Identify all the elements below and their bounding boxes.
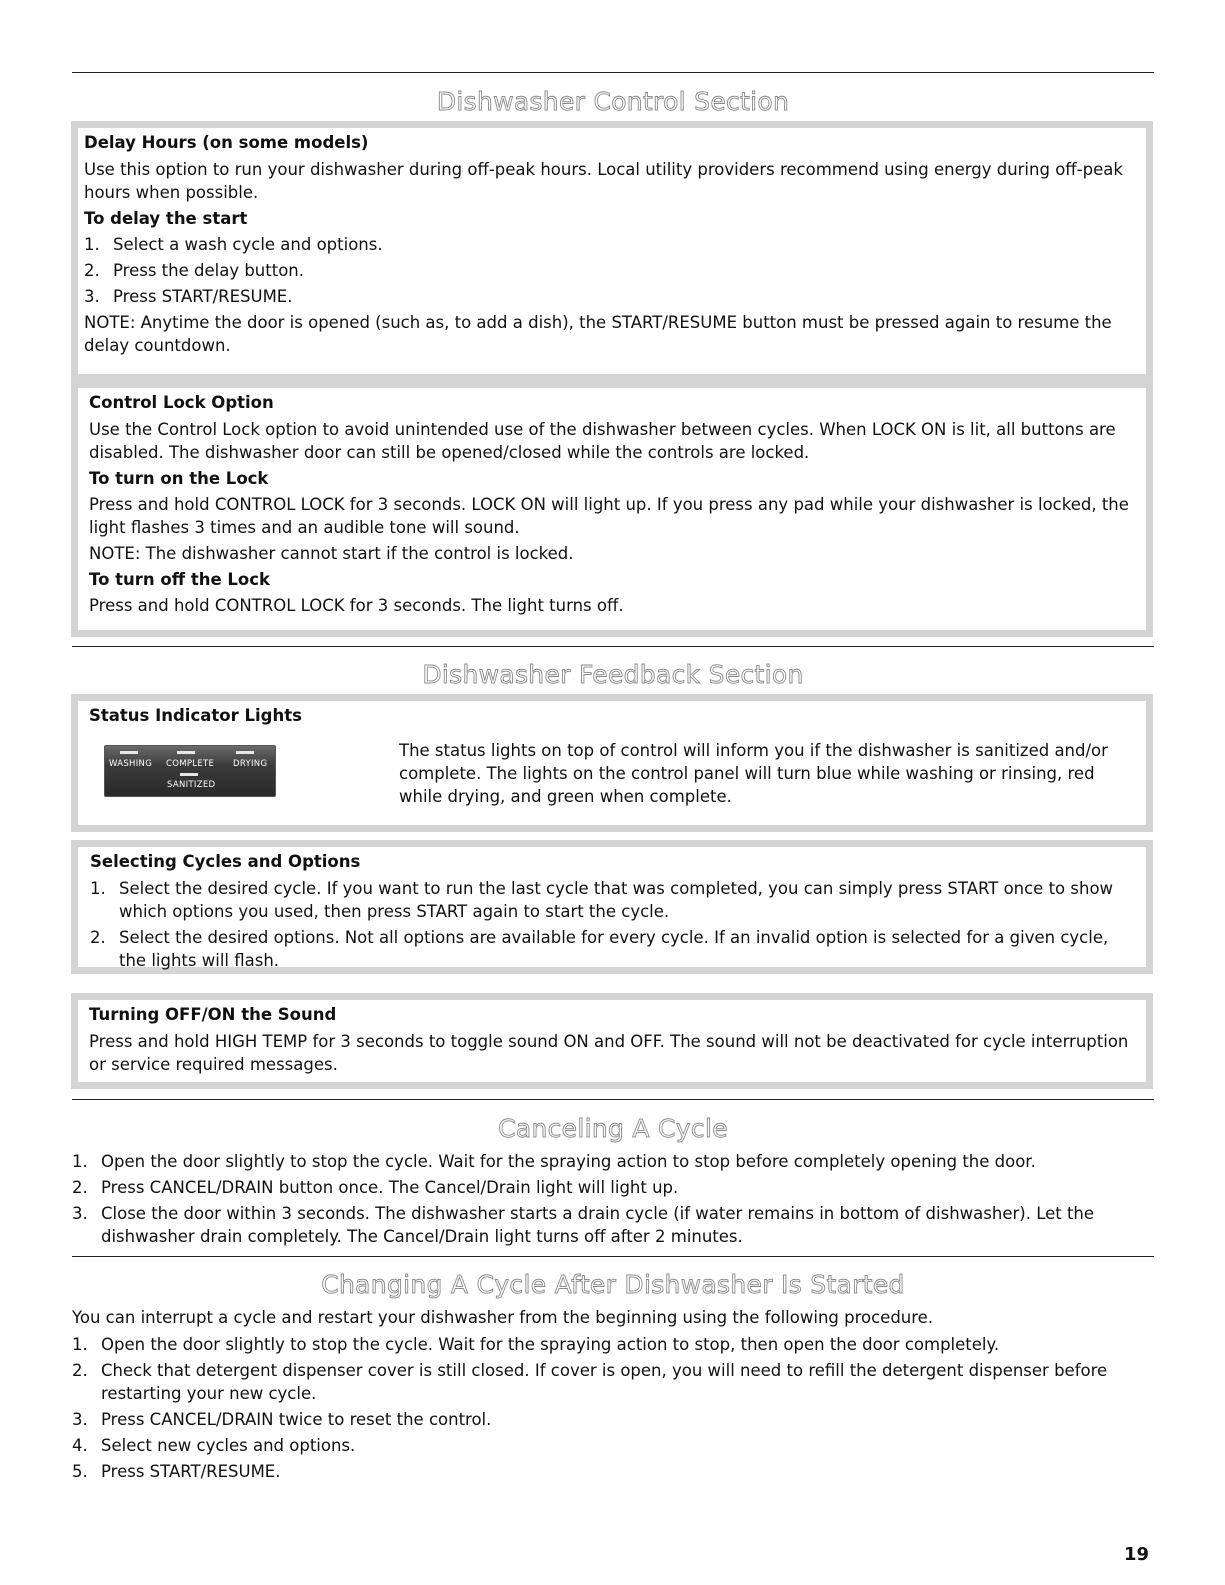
canceling-steps-list bbox=[72, 1150, 1142, 1251]
sanitized-light-icon bbox=[180, 773, 198, 776]
delay-note: NOTE: Anytime the door is opened (such as, to add a dish), the START/RESUME button must be pressed again to resume the delay countdown. bbox=[84, 313, 1112, 355]
list-item: 2. Check that detergent dispenser cover is still closed. If cover is open, you will need to refill the detergent dispenser before restarting your new cycle. bbox=[72, 1361, 1108, 1403]
section-divider bbox=[72, 72, 1154, 73]
selecting-steps-list bbox=[90, 877, 1132, 972]
lock-off-subhead: To turn off the Lock bbox=[89, 570, 271, 589]
list-item: 3. Press START/RESUME. bbox=[84, 287, 293, 306]
drying-light-icon bbox=[236, 751, 254, 754]
washing-label: WASHING bbox=[109, 759, 153, 769]
status-lights-title: Status Indicator Lights bbox=[89, 706, 302, 725]
sound-box bbox=[71, 993, 1153, 1089]
canceling-section-title: Canceling A Cycle bbox=[498, 1114, 728, 1143]
delay-steps-list bbox=[84, 233, 1132, 308]
delay-start-subhead: To delay the start bbox=[84, 209, 248, 228]
complete-light-icon bbox=[177, 751, 195, 754]
status-lights-box bbox=[71, 694, 1153, 832]
sound-text: Press and hold HIGH TEMP for 3 seconds to toggle sound ON and OFF. The sound will not be deactivated for cycle interruption or service required messages. bbox=[89, 1032, 1129, 1074]
washing-light-icon bbox=[120, 751, 138, 754]
selecting-cycles-box bbox=[71, 840, 1153, 974]
control-section-title: Dishwasher Control Section bbox=[436, 87, 790, 116]
list-item: 4. Select new cycles and options. bbox=[72, 1436, 356, 1455]
control-lock-box bbox=[71, 381, 1153, 637]
complete-label: COMPLETE bbox=[166, 759, 215, 769]
status-lights-description: The status lights on top of control will inform you if the dishwasher is sanitized and/or complete. The lights on the control panel will turn blue while washing or rinsing, red while drying, and green when complete. bbox=[399, 741, 1108, 806]
delay-hours-intro: Use this option to run your dishwasher during off-peak hours. Local utility providers recommend using energy during off-peak hours when possible. bbox=[84, 160, 1123, 202]
control-lock-intro: Use the Control Lock option to avoid unintended use of the dishwasher between cycles. When LOCK ON is lit, all buttons are disabled. The dishwasher door can still be opened/closed while the controls are locked. bbox=[89, 420, 1116, 462]
delay-hours-box bbox=[71, 121, 1153, 381]
lock-on-subhead: To turn on the Lock bbox=[89, 469, 269, 488]
lock-note: NOTE: The dishwasher cannot start if the control is locked. bbox=[89, 544, 574, 563]
list-item: 3. Close the door within 3 seconds. The dishwasher starts a drain cycle (if water remains in bottom of dishwasher). Let the dishwasher drain completely. The Cancel/Drain light turns off after 2 minutes. bbox=[72, 1204, 1095, 1246]
feedback-section-title: Dishwasher Feedback Section bbox=[422, 660, 804, 689]
drying-label: DRYING bbox=[233, 759, 268, 769]
list-item: 3. Press CANCEL/DRAIN twice to reset the control. bbox=[72, 1410, 492, 1429]
changing-content bbox=[72, 1306, 1142, 1486]
selecting-cycles-title: Selecting Cycles and Options bbox=[90, 852, 361, 871]
status-indicator-panel-image bbox=[104, 745, 276, 797]
lock-off-text: Press and hold CONTROL LOCK for 3 seconds. The light turns off. bbox=[89, 596, 624, 615]
section-divider bbox=[72, 1099, 1154, 1100]
changing-section-title: Changing A Cycle After Dishwasher Is Started bbox=[321, 1270, 905, 1299]
section-divider bbox=[72, 1256, 1154, 1257]
changing-intro: You can interrupt a cycle and restart your dishwasher from the beginning using the following procedure. bbox=[72, 1308, 934, 1327]
lock-on-text: Press and hold CONTROL LOCK for 3 seconds. LOCK ON will light up. If you press any pad while your dishwasher is locked, the light flashes 3 times and an audible tone will sound. bbox=[89, 495, 1129, 537]
list-item: 1. Select the desired cycle. If you want to run the last cycle that was completed, you can simply press START once to show which options you used, then press START again to start the cycle. bbox=[90, 879, 1114, 921]
list-item: 2. Press CANCEL/DRAIN button once. The Cancel/Drain light will light up. bbox=[72, 1178, 679, 1197]
list-item: 1. Select a wash cycle and options. bbox=[84, 235, 383, 254]
changing-steps-list bbox=[72, 1333, 1142, 1483]
delay-hours-title: Delay Hours (on some models) bbox=[84, 133, 369, 152]
list-item: 1. Open the door slightly to stop the cycle. Wait for the spraying action to stop before completely opening the door. bbox=[72, 1152, 1036, 1171]
sound-title: Turning OFF/ON the Sound bbox=[89, 1005, 337, 1024]
control-lock-title: Control Lock Option bbox=[89, 393, 274, 412]
list-item: 2. Select the desired options. Not all options are available for every cycle. If an invalid option is selected for a given cycle, the lights will flash. bbox=[90, 928, 1109, 970]
section-divider bbox=[72, 646, 1154, 647]
list-item: 2. Press the delay button. bbox=[84, 261, 304, 280]
list-item: 5. Press START/RESUME. bbox=[72, 1462, 281, 1481]
page-number: 19 bbox=[1123, 1544, 1149, 1565]
sanitized-label: SANITIZED bbox=[167, 780, 216, 790]
list-item: 1. Open the door slightly to stop the cycle. Wait for the spraying action to stop, then open the door completely. bbox=[72, 1335, 1000, 1354]
